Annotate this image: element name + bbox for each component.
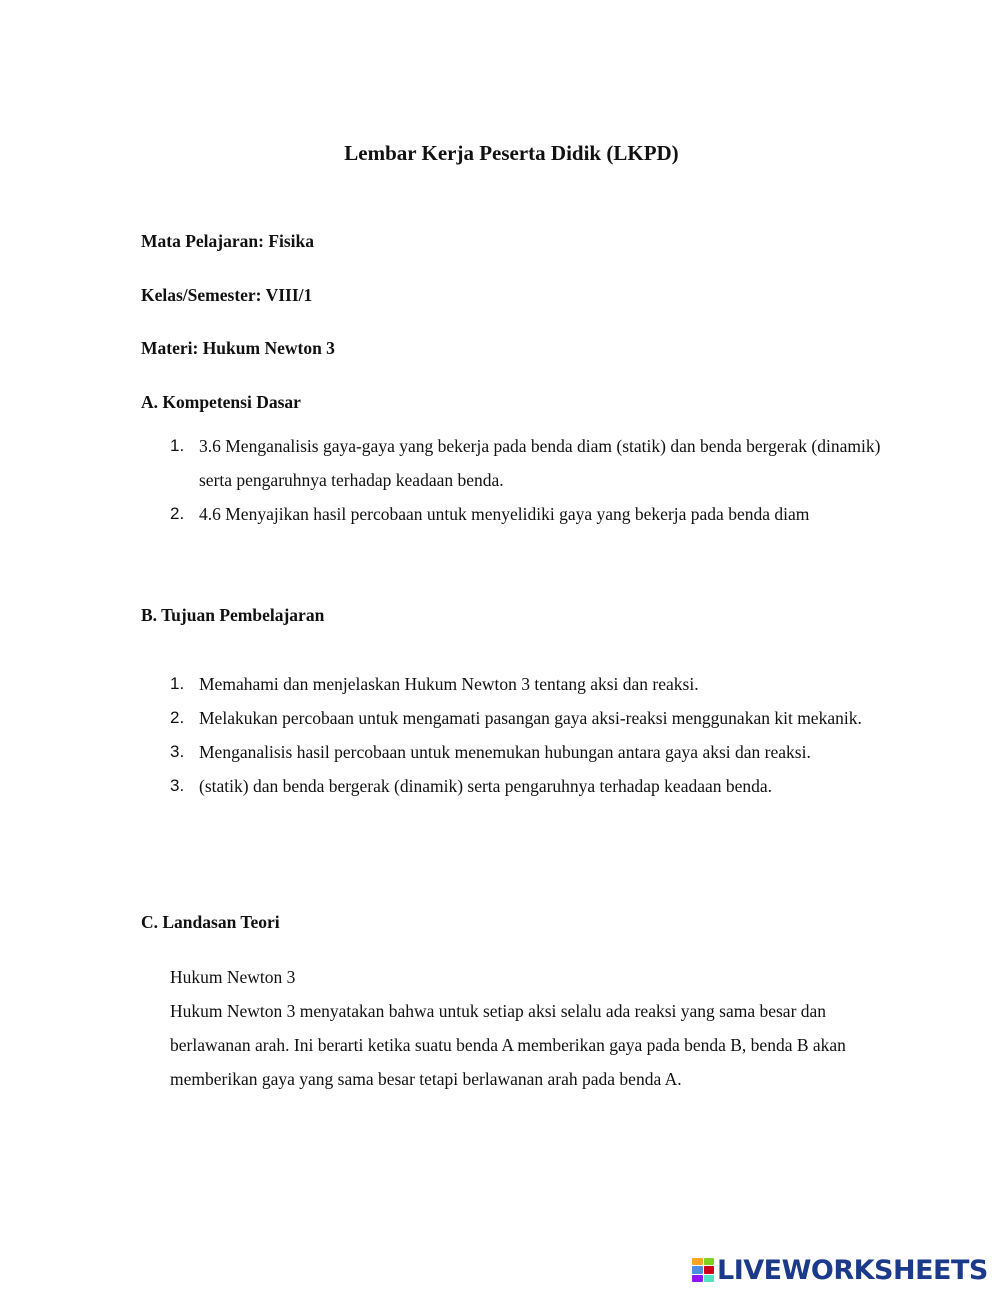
competency-list bbox=[0, 429, 1000, 531]
list-item bbox=[0, 497, 889, 531]
section-a-heading: A. Kompetensi Dasar bbox=[141, 392, 301, 412]
list-number: 1. bbox=[170, 674, 185, 693]
list-item-text: (statik) dan benda bergerak (dinamik) serta pengaruhnya terhadap keadaan benda. bbox=[199, 776, 773, 796]
section-c-heading: C. Landasan Teori bbox=[141, 912, 280, 932]
list-item bbox=[0, 667, 889, 701]
list-item bbox=[0, 701, 889, 735]
list-item bbox=[0, 735, 889, 769]
liveworksheets-logo[interactable] bbox=[692, 1255, 988, 1285]
list-item-text: Menganalisis hasil percobaan untuk menemukan hubungan antara gaya aksi dan reaksi. bbox=[199, 742, 811, 762]
list-item-text: 4.6 Menyajikan hasil percobaan untuk menyelidiki gaya yang bekerja pada benda diam bbox=[199, 504, 810, 524]
page-title: Lembar Kerja Peserta Didik (LKPD) bbox=[344, 141, 679, 165]
list-number: 3. bbox=[170, 742, 185, 761]
list-item-text: 3.6 Menganalisis gaya-gaya yang bekerja pada benda diam (statik) dan benda bergerak (dinamik) serta pengaruhnya terhadap keadaan benda. bbox=[199, 436, 881, 490]
list-item bbox=[0, 429, 889, 497]
list-item-text: Melakukan percobaan untuk mengamati pasangan gaya aksi-reaksi menggunakan kit mekanik. bbox=[199, 708, 862, 728]
theory-paragraph: Hukum Newton 3 menyatakan bahwa untuk setiap aksi selalu ada reaksi yang sama besar dan berlawanan arah. Ini berarti ketika suatu benda A memberikan gaya pada benda B, benda B akan memberikan gaya yang sama besar tetapi berlawanan arah pada benda A. bbox=[170, 1001, 846, 1089]
theory-block bbox=[170, 960, 870, 1096]
theory-subtitle: Hukum Newton 3 bbox=[170, 967, 296, 987]
list-number: 2. bbox=[170, 708, 185, 727]
liveworksheets-logo-icon bbox=[692, 1258, 714, 1282]
list-number: 1. bbox=[170, 436, 185, 455]
list-item bbox=[0, 769, 889, 803]
list-number: 2. bbox=[170, 504, 185, 523]
material-label: Materi: Hukum Newton 3 bbox=[141, 338, 335, 358]
section-b-heading: B. Tujuan Pembelajaran bbox=[141, 605, 325, 625]
subject-label: Mata Pelajaran: Fisika bbox=[141, 231, 315, 251]
list-item-text: Memahami dan menjelaskan Hukum Newton 3 tentang aksi dan reaksi. bbox=[199, 674, 699, 694]
list-number: 3. bbox=[170, 776, 185, 795]
learning-goals-list bbox=[0, 667, 1000, 803]
logo-text: LIVEWORKSHEETS bbox=[717, 1254, 988, 1286]
class-semester-label: Kelas/Semester: VIII/1 bbox=[141, 285, 313, 305]
